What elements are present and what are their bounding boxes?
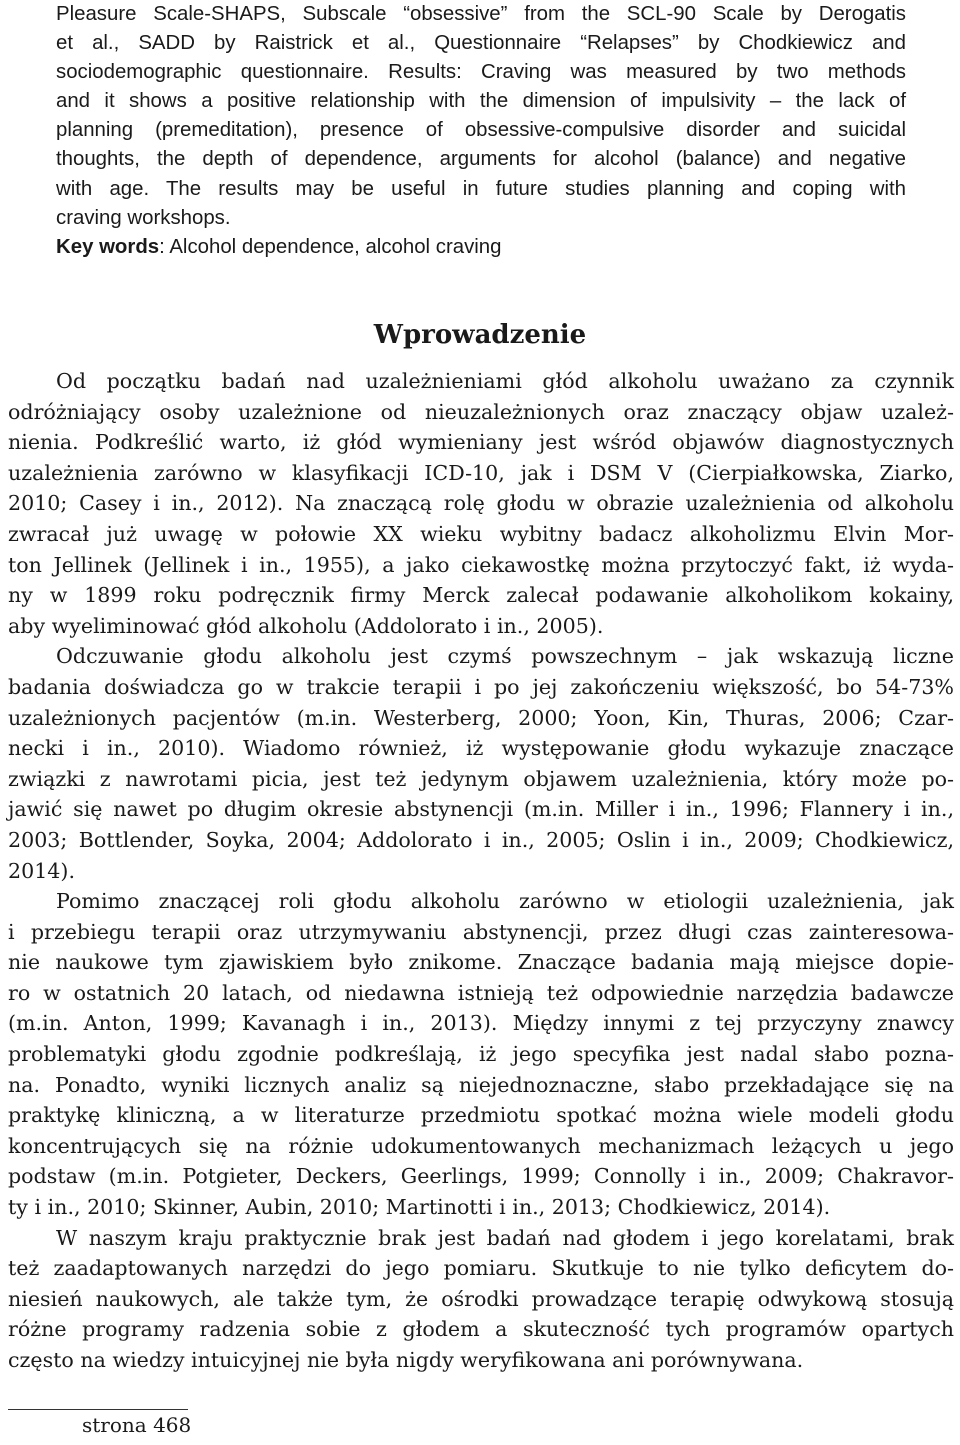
keywords-text: : Alcohol dependence, alcohol craving	[159, 235, 502, 258]
abstract-line: craving workshops.	[56, 206, 231, 229]
paragraph-line: aby wyeliminować głód alkoholu (Addolorato i in., 2005).	[8, 613, 604, 638]
paragraph-line: niesień naukowych, ale także tym, że ośrodki prowadzące terapię odwykową stosują	[8, 1286, 954, 1311]
paragraph-line: badania doświadcza go w trakcie terapii i po jej zakończeniu większość, bo 54-73%	[8, 674, 954, 699]
paragraph-line: koncentrujących się na różnie udokumentowanych mechanizmach leżących u jego	[8, 1133, 954, 1158]
paragraph-line: nie naukowe tym zjawiskiem było znikome. Znaczące badania mają miejsce dopie-	[8, 950, 954, 975]
paragraph-line: uzależnienia zarówno w klasyfikacji ICD-10, jak i DSM V (Cierpiałkowska, Ziarko,	[8, 460, 954, 485]
paragraph	[8, 1223, 954, 1376]
paragraph	[8, 366, 954, 641]
paragraph	[8, 886, 954, 1223]
paragraph-line: ton Jellinek (Jellinek i in., 1955), a jako ciekawostkę można przytoczyć fakt, iż wyda-	[8, 552, 954, 577]
paragraph-line: Pomimo znaczącej roli głodu alkoholu zarówno w etiologii uzależnienia, jak	[56, 889, 954, 914]
paragraph	[8, 641, 954, 886]
keywords-label: Key words	[56, 235, 160, 258]
paragraph-line: ro w ostatnich 20 latach, od niedawna istnieją też odpowiednie narzędzia badawcze	[8, 980, 954, 1005]
abstract-line: Pleasure Scale-SHAPS, Subscale “obsessive” from the SCL-90 Scale by Derogatis	[56, 3, 906, 25]
abstract-line: and it shows a positive relationship with the dimension of impulsivity – the lack of	[56, 90, 906, 113]
paragraph-line: 2003; Bottlender, Soyka, 2004; Addolorato i in., 2005; Oslin i in., 2009; Chodkiewicz,	[8, 827, 954, 852]
paragraph-line: ty i in., 2010; Skinner, Aubin, 2010; Martinotti i in., 2013; Chodkiewicz, 2014).	[8, 1195, 831, 1220]
footer-divider	[8, 1409, 188, 1410]
abstract-line: thoughts, the depth of dependence, arguments for alcohol (balance) and negative	[56, 148, 906, 171]
paragraph-line: Odczuwanie głodu alkoholu jest czymś powszechnym – jak wskazują liczne	[56, 644, 954, 669]
paragraph-line: praktykę kliniczną, a w literaturze przedmiotu spotkać można wiele modeli głodu	[8, 1103, 954, 1128]
paragraph-line: ny w 1899 roku podręcznik firmy Merck zalecał podawanie alkoholikom kokainy,	[8, 583, 954, 608]
keywords	[56, 233, 906, 262]
page-number: strona 468	[82, 1413, 192, 1437]
abstract-line: planning (premeditation), presence of obsessive-compulsive disorder and suicidal	[56, 119, 906, 142]
section-heading: Wprowadzenie	[373, 320, 587, 350]
paragraph-line: necki i in., 2010). Wiadomo również, iż występowanie głodu wykazuje znaczące	[8, 736, 954, 761]
paragraph-line: 2010; Casey i in., 2012). Na znaczącą rolę głodu w obrazie uzależnienia od alkoholu	[8, 491, 954, 516]
paragraph-line: często na wiedzy intuicyjnej nie była nigdy weryfikowana ani porównywana.	[8, 1348, 804, 1372]
abstract	[56, 0, 906, 262]
paragraph-line: uzależnionych pacjentów (m.in. Westerberg, 2000; Yoon, Kin, Thuras, 2006; Czar-	[8, 705, 954, 730]
abstract-line: sociodemographic questionnaire. Results: Craving was measured by two methods	[56, 61, 906, 84]
paragraph-line: podstaw (m.in. Potgieter, Deckers, Geerlings, 1999; Connolly i in., 2009; Chakravor-	[8, 1164, 954, 1189]
paragraph-line: odróżniający osoby uzależnione od nieuzależnionych oraz znaczący objaw uzależ-	[8, 399, 954, 424]
paragraph-line: związki z nawrotami picia, jest też jedynym objawem uzależnienia, który może po-	[8, 766, 954, 791]
paragraph-line: W naszym kraju praktycznie brak jest badań nad głodem i jego korelatami, brak	[56, 1225, 954, 1250]
paragraph-line: Od początku badań nad uzależnieniami głód alkoholu uważano za czynnik	[56, 369, 954, 393]
paragraph-line: jawić się nawet po długim okresie abstynencji (m.in. Miller i in., 1996; Flannery i in.,	[8, 797, 954, 822]
paragraph-line: 2014).	[8, 858, 75, 883]
paragraph-line: też zaadaptowanych narzędzi do jego pomiaru. Skutkuje to nie tylko deficytem do-	[8, 1256, 954, 1281]
abstract-line: et al., SADD by Raistrick et al., Questionnaire “Relapses” by Chodkiewicz and	[56, 32, 906, 55]
paragraph-line: problematyki głodu zgodnie podkreślają, iż jego specyfika jest nadal słabo pozna-	[8, 1042, 954, 1067]
paragraph-line: i przebiegu terapii oraz utrzymywaniu abstynencji, przez długi czas zainteresowa-	[8, 919, 954, 944]
paragraph-line: na. Ponadto, wyniki licznych analiz są niejednoznaczne, słabo przekładające się na	[8, 1072, 954, 1097]
body-text	[8, 366, 954, 1376]
abstract-line: with age. The results may be useful in future studies planning and coping with	[56, 177, 906, 200]
paragraph-line: (m.in. Anton, 1999; Kavanagh i in., 2013). Między innymi z tej przyczyny znawcy	[8, 1011, 954, 1036]
paragraph-line: różne programy radzenia sobie z głodem a skuteczność tych programów opartych	[8, 1317, 954, 1342]
paragraph-line: zwracał już uwagę w połowie XX wieku wybitny badacz alkoholizmu Elvin Mor-	[8, 521, 954, 546]
paragraph-line: nienia. Podkreślić warto, iż głód wymieniany jest wśród objawów diagnostycznych	[8, 430, 954, 455]
